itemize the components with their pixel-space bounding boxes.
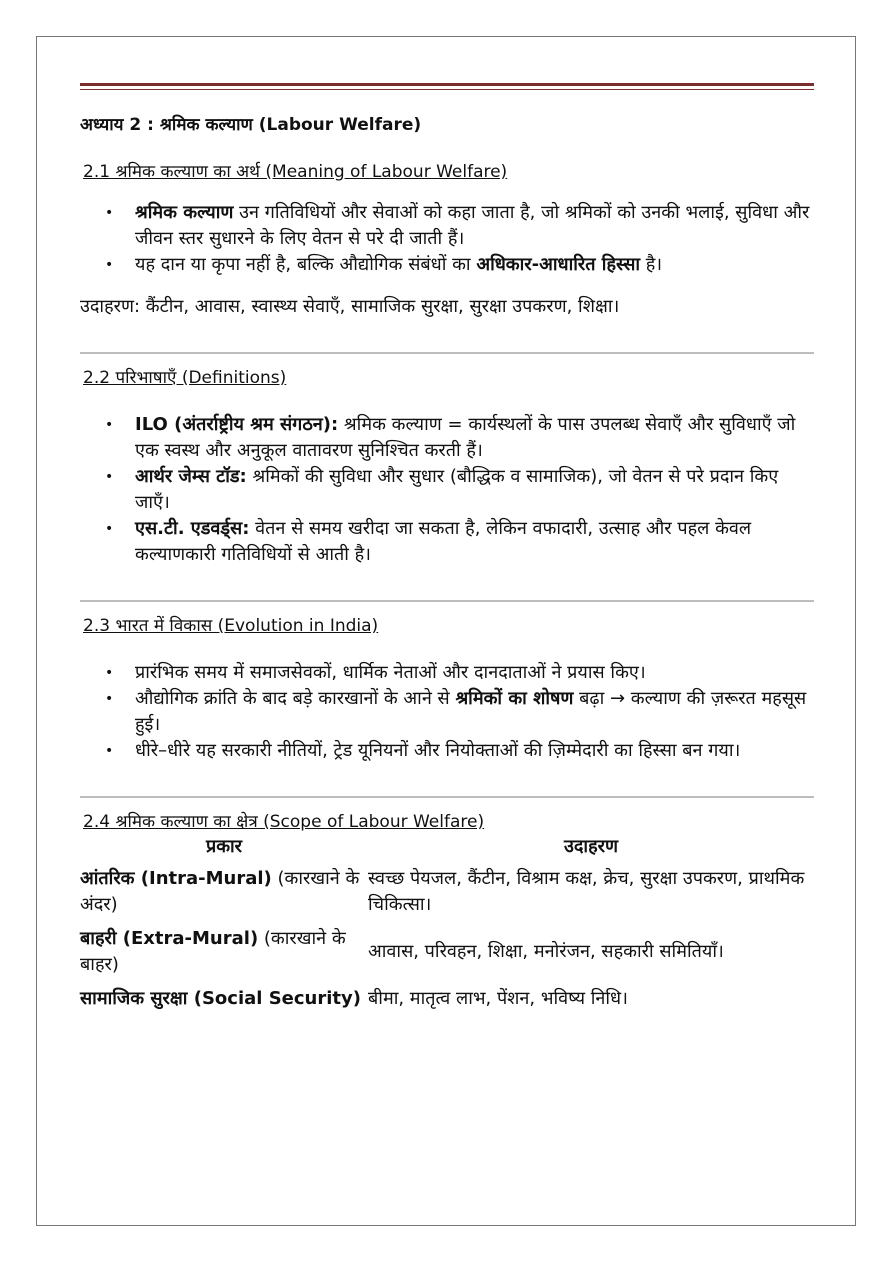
section-2-3-list (80, 660, 814, 764)
section-divider (80, 352, 814, 354)
section-divider (80, 600, 814, 602)
header-rule (80, 83, 814, 90)
text: धीरे–धीरे यह सरकारी नीतियों, ट्रेड यूनियनों और नियोक्ताओं की ज़िम्मेदारी का हिस्सा बन गया। (135, 740, 741, 761)
term: ILO (अंतर्राष्ट्रीय श्रम संगठन): (135, 414, 339, 435)
table-header-row (80, 834, 814, 862)
section-2-2-heading: 2.2 परिभाषाएँ (Definitions) (83, 368, 287, 388)
document-body (80, 112, 814, 1016)
type-name: बाहरी (Extra-Mural) (80, 928, 259, 949)
section-divider (80, 796, 814, 798)
type-cell (80, 862, 368, 922)
term: एस.टी. एडवर्ड्स: (135, 518, 250, 539)
list-item (135, 252, 814, 278)
example-cell: बीमा, मातृत्व लाभ, पेंशन, भविष्य निधि। (368, 988, 628, 1009)
list-item (135, 412, 814, 464)
list-item (135, 738, 814, 764)
section-2-3-heading: 2.3 भारत में विकास (Evolution in India) (83, 616, 379, 636)
table-row (80, 862, 814, 922)
example-cell: आवास, परिवहन, शिक्षा, मनोरंजन, सहकारी समितियाँ। (368, 941, 724, 962)
text: बढ़ा → कल्याण की ज़रूरत महसूस हुई। (135, 688, 807, 735)
type-name: आंतरिक (Intra-Mural) (80, 868, 272, 889)
type-cell (80, 982, 368, 1016)
type-cell (80, 922, 368, 982)
type-note: (कारखाने के अंदर) (80, 868, 360, 915)
emphasis: अधिकार-आधारित हिस्सा (476, 254, 641, 275)
term: श्रमिक कल्याण (135, 202, 234, 223)
section-2-1-heading: 2.1 श्रमिक कल्याण का अर्थ (Meaning of Labour Welfare) (83, 162, 508, 182)
table-row (80, 982, 814, 1016)
section-2-2-list (80, 412, 814, 568)
section-2-1-list (80, 200, 814, 278)
list-item (135, 200, 814, 252)
example-cell: स्वच्छ पेयजल, कैंटीन, विश्राम कक्ष, क्रेच, सुरक्षा उपकरण, प्राथमिक चिकित्सा। (368, 868, 805, 915)
list-item (135, 660, 814, 686)
emphasis: श्रमिकों का शोषण (455, 688, 574, 709)
section-2-4-heading: 2.4 श्रमिक कल्याण का क्षेत्र (Scope of Labour Welfare) (83, 812, 485, 832)
text: प्रारंभिक समय में समाजसेवकों, धार्मिक नेताओं और दानदाताओं ने प्रयास किए। (135, 662, 646, 683)
list-item (135, 686, 814, 738)
scope-table (80, 834, 814, 1016)
example-line: उदाहरण: कैंटीन, आवास, स्वास्थ्य सेवाएँ, सामाजिक सुरक्षा, सुरक्षा उपकरण, शिक्षा। (80, 296, 620, 317)
column-header-example: उदाहरण (563, 836, 619, 857)
list-item (135, 464, 814, 516)
definition-text: श्रमिक कल्याण = कार्यस्थलों के पास उपलब्ध सेवाएँ और सुविधाएँ जो एक स्वस्थ और अनुकूल वातावरण सुनिश्चित करती हैं। (135, 414, 796, 461)
chapter-title: अध्याय 2 : श्रमिक कल्याण (Labour Welfare) (80, 115, 422, 135)
definition-text: उन गतिविधियों और सेवाओं को कहा जाता है, जो श्रमिकों को उनकी भलाई, सुविधा और जीवन स्तर सुधारने के लिए वेतन से परे दी जाती हैं। (135, 202, 810, 249)
text: औद्योगिक क्रांति के बाद बड़े कारखानों के आने से (135, 688, 456, 709)
definition-text: श्रमिकों की सुविधा और सुधार (बौद्धिक व सामाजिक), जो वेतन से परे प्रदान किए जाएँ। (135, 466, 779, 513)
type-name: सामाजिक सुरक्षा (Social Security) (80, 988, 361, 1009)
column-header-type: प्रकार (205, 836, 243, 857)
text: यह दान या कृपा नहीं है, बल्कि औद्योगिक संबंधों का (135, 254, 477, 275)
definition-text: वेतन से समय खरीदा जा सकता है, लेकिन वफादारी, उत्साह और पहल केवल कल्याणकारी गतिविधियों से आती है। (135, 518, 752, 565)
text: है। (640, 254, 663, 275)
table-row (80, 922, 814, 982)
list-item (135, 516, 814, 568)
term: आर्थर जेम्स टॉड: (135, 466, 247, 487)
type-note: (कारखाने के बाहर) (80, 928, 346, 975)
